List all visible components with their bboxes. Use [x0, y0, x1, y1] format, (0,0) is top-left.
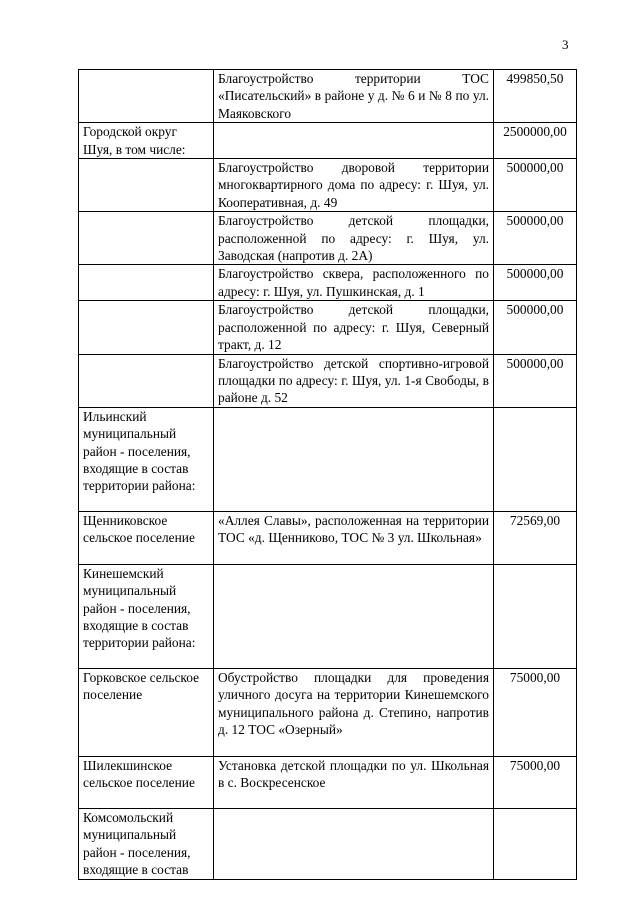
amount-cell: 2500000,00 [494, 123, 577, 159]
municipality-cell: Шилекшинское сельское поселение [79, 756, 214, 808]
municipality-cell [79, 265, 214, 301]
description-cell: Обустройство площадки для проведения уличного досуга на территории Кинешемского муниципального района д. Степино, напротив д. 12 ТОС «Озерный» [214, 668, 494, 756]
amount-cell: 500000,00 [494, 354, 577, 407]
amount-cell [494, 407, 577, 511]
description-cell: «Аллея Славы», расположенная на территории ТОС «д. Щенниково, ТОС № 3 ул. Школьная» [214, 511, 494, 564]
description-cell: Благоустройство детской спортивно-игровой площадки по адресу: г. Шуя, ул. 1-я Свободы, в районе д. 52 [214, 354, 494, 407]
table-row [79, 265, 577, 301]
description-cell [214, 564, 494, 668]
table-row [79, 354, 577, 407]
description-cell [214, 808, 494, 879]
table-row [79, 407, 577, 511]
municipality-cell: Кинешемский муниципальный район - поселения, входящие в состав территории района: [79, 564, 214, 668]
table-row [79, 756, 577, 808]
amount-cell: 72569,00 [494, 511, 577, 564]
table-row [79, 564, 577, 668]
amount-cell: 500000,00 [494, 159, 577, 212]
municipality-cell [79, 70, 214, 123]
funding-table [78, 69, 577, 880]
amount-cell: 499850,50 [494, 70, 577, 123]
municipality-cell [79, 212, 214, 265]
table-row [79, 808, 577, 879]
amount-cell [494, 808, 577, 879]
description-cell [214, 123, 494, 159]
page-number: 3 [562, 37, 569, 52]
table-row [79, 301, 577, 354]
table-row [79, 70, 577, 123]
table-row [79, 511, 577, 564]
table-row [79, 123, 577, 159]
amount-cell: 75000,00 [494, 668, 577, 756]
description-cell [214, 407, 494, 511]
description-cell: Благоустройство сквера, расположенного по адресу: г. Шуя, ул. Пушкинская, д. 1 [214, 265, 494, 301]
municipality-cell [79, 354, 214, 407]
amount-cell: 500000,00 [494, 212, 577, 265]
municipality-cell: Комсомольский муниципальный район - поселения, входящие в состав [79, 808, 214, 879]
municipality-cell [79, 159, 214, 212]
description-cell: Установка детской площадки по ул. Школьная в с. Воскресенское [214, 756, 494, 808]
description-cell: Благоустройство дворовой территории многоквартирного дома по адресу: г. Шуя, ул. Кооперативная, д. 49 [214, 159, 494, 212]
description-cell: Благоустройство детской площадки, расположенной по адресу: г. Шуя, Северный тракт, д. 12 [214, 301, 494, 354]
amount-cell: 75000,00 [494, 756, 577, 808]
municipality-cell [79, 301, 214, 354]
municipality-cell: Ильинский муниципальный район - поселения, входящие в состав территории района: [79, 407, 214, 511]
municipality-cell: Городской округ Шуя, в том числе: [79, 123, 214, 159]
municipality-cell: Горковское сельское поселение [79, 668, 214, 756]
table-row [79, 159, 577, 212]
table-row [79, 212, 577, 265]
description-cell: Благоустройство детской площадки, расположенной по адресу: г. Шуя, ул. Заводская (напротив д. 2А) [214, 212, 494, 265]
amount-cell: 500000,00 [494, 301, 577, 354]
amount-cell [494, 564, 577, 668]
description-cell: Благоустройство территории ТОС «Писательский» в районе у д. № 6 и № 8 по ул. Маяковского [214, 70, 494, 123]
table-row [79, 668, 577, 756]
municipality-cell: Щенниковское сельское поселение [79, 511, 214, 564]
amount-cell: 500000,00 [494, 265, 577, 301]
